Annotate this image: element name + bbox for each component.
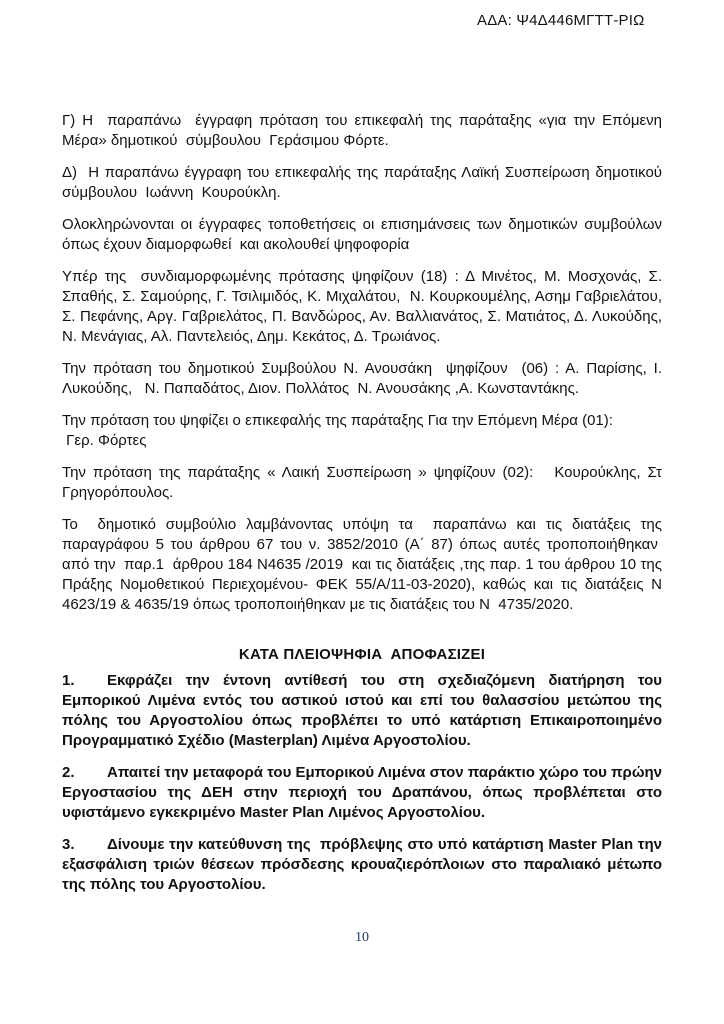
paragraph-vote-laiki: Την πρόταση της παράταξης « Λαική Συσπείρωση » ψηφίζουν (02): Κουρούκλης, Στ Γρηγορόπουλος. bbox=[62, 464, 662, 501]
decision-text-2: Απαιτεί την μεταφορά του Εμπορικού Λιμένα στον παράκτιο χώρο του πρώην Εργοστασίου της ΔΕΗ στην περιοχή του Δραπάνου, όπως προβλέπεται στο υφιστάμενο εγκεκριμένο Master Plan Λιμένος Αργοστολίου. bbox=[62, 764, 663, 821]
vote-forte-line1: Την πρόταση του ψηφίζει ο επικεφαλής της παράταξης Για την Επόμενη Μέρα (01): bbox=[62, 412, 613, 429]
page-number: 10 bbox=[355, 930, 369, 945]
decision-number-1: 1. bbox=[62, 672, 75, 689]
vote-forte-line2: Γερ. Φόρτες bbox=[62, 432, 147, 449]
decision-text-3: Δίνουμε την κατεύθυνση της πρόβλεψης στο υπό κατάρτιση Master Plan την εξασφάλιση τριών θέσεων πρόσδεσης κρουαζιερόπλοιων στο παραλιακό μέτωπο της πόλης του Αργοστολίου. bbox=[62, 836, 662, 893]
decision-item-2 bbox=[62, 763, 662, 823]
paragraph-proposal-d: Δ) Η παραπάνω έγγραφη του επικεφαλής της παράταξης Λαϊκή Συσπείρωση δημοτικού σύμβουλου Ιωάννη Κουρούκλη. bbox=[62, 164, 662, 201]
decision-text-1: Εκφράζει την έντονη αντίθεσή του στη σχεδιαζόμενη διατήρηση του Εμπορικού Λιμένα εντός του αστικού ιστού και επί του θαλασσίου μετώπου της πόλης του Αργοστολίου όπως προβλέπει το υπό κατάρτιση Επικαιροποιημένο Προγραμματικό Σχέδιο (Masterplan) Λιμένα Αργοστολίου. bbox=[62, 672, 662, 749]
paragraph-vote-forte bbox=[62, 411, 662, 451]
paragraph-proposal-c: Γ) Η παραπάνω έγγραφη πρόταση του επικεφαλή της παράταξης «για την Επόμενη Μέρα» δημοτικού σύμβουλου Γεράσιμου Φόρτε. bbox=[62, 112, 662, 149]
paragraph-vote-for: Υπέρ της συνδιαμορφωμένης πρότασης ψηφίζουν (18) : Δ Μινέτος, Μ. Μοσχονάς, Σ. Σπαθής, Σ. Σαμούρης, Γ. Τσιλιμιδός, Κ. Μιχαλάτου, Ν. Κουρκουμέλης, Ασημ Γαβριελάτου, Σ. Πεφάνης, Αργ. Γαβριελάτος, Π. Βανδώρος, Αν. Βαλλιανάτος, Σ. Ματιάτος, Δ. Λυκούδης, Ν. Μενάγιας, Αλ. Παντελειός, Δημ. Κεκάτος, Δ. Τρωιάνος. bbox=[62, 268, 662, 345]
decision-number-3: 3. bbox=[62, 836, 75, 853]
decision-item-3 bbox=[62, 835, 662, 895]
decision-heading: ΚΑΤΑ ΠΛΕΙΟΨΗΦΙΑ ΑΠΟΦΑΣΙΖΕΙ bbox=[238, 646, 486, 663]
document-body bbox=[62, 111, 662, 907]
paragraph-legal-basis: Το δημοτικό συμβούλιο λαμβάνοντας υπόψη τα παραπάνω και τις διατάξεις της παραγράφου 5 του άρθρου 67 του ν. 3852/2010 (Α΄ 87) όπως αυτές τροποποιήθηκαν από την παρ.1 άρθρου 184 Ν4635 /2019 και τις διατάξεις ,της παρ. 1 του άρθρου 10 της Πράξης Νομοθετικού Περιεχομένου- ΦΕΚ 55/Α/11-03-2020), καθώς και τις διατάξεις Ν 4623/19 & 4635/19 όπως τροποποιήθηκαν με τις διατάξεις του Ν 4735/2020. bbox=[62, 516, 662, 613]
paragraph-vote-anousakis: Την πρόταση του δημοτικού Συμβούλου Ν. Ανουσάκη ψηφίζουν (06) : Α. Παρίσης, Ι. Λυκούδης, Ν. Παπαδάτος, Διον. Πολλάτος Ν. Ανουσάκης ,Α. Κωνσταντάκης. bbox=[62, 360, 662, 397]
decision-item-1 bbox=[62, 671, 662, 751]
ada-code: ΑΔΑ: Ψ4Δ446ΜΓΤΤ-ΡΙΩ bbox=[477, 12, 645, 29]
paragraph-closing-statements: Ολοκληρώνονται οι έγγραφες τοποθετήσεις οι επισημάνσεις των δημοτικών συμβούλων όπως έχουν διαμορφωθεί και ακολουθεί ψηφοφορία bbox=[62, 216, 662, 253]
decision-number-2: 2. bbox=[62, 764, 75, 781]
